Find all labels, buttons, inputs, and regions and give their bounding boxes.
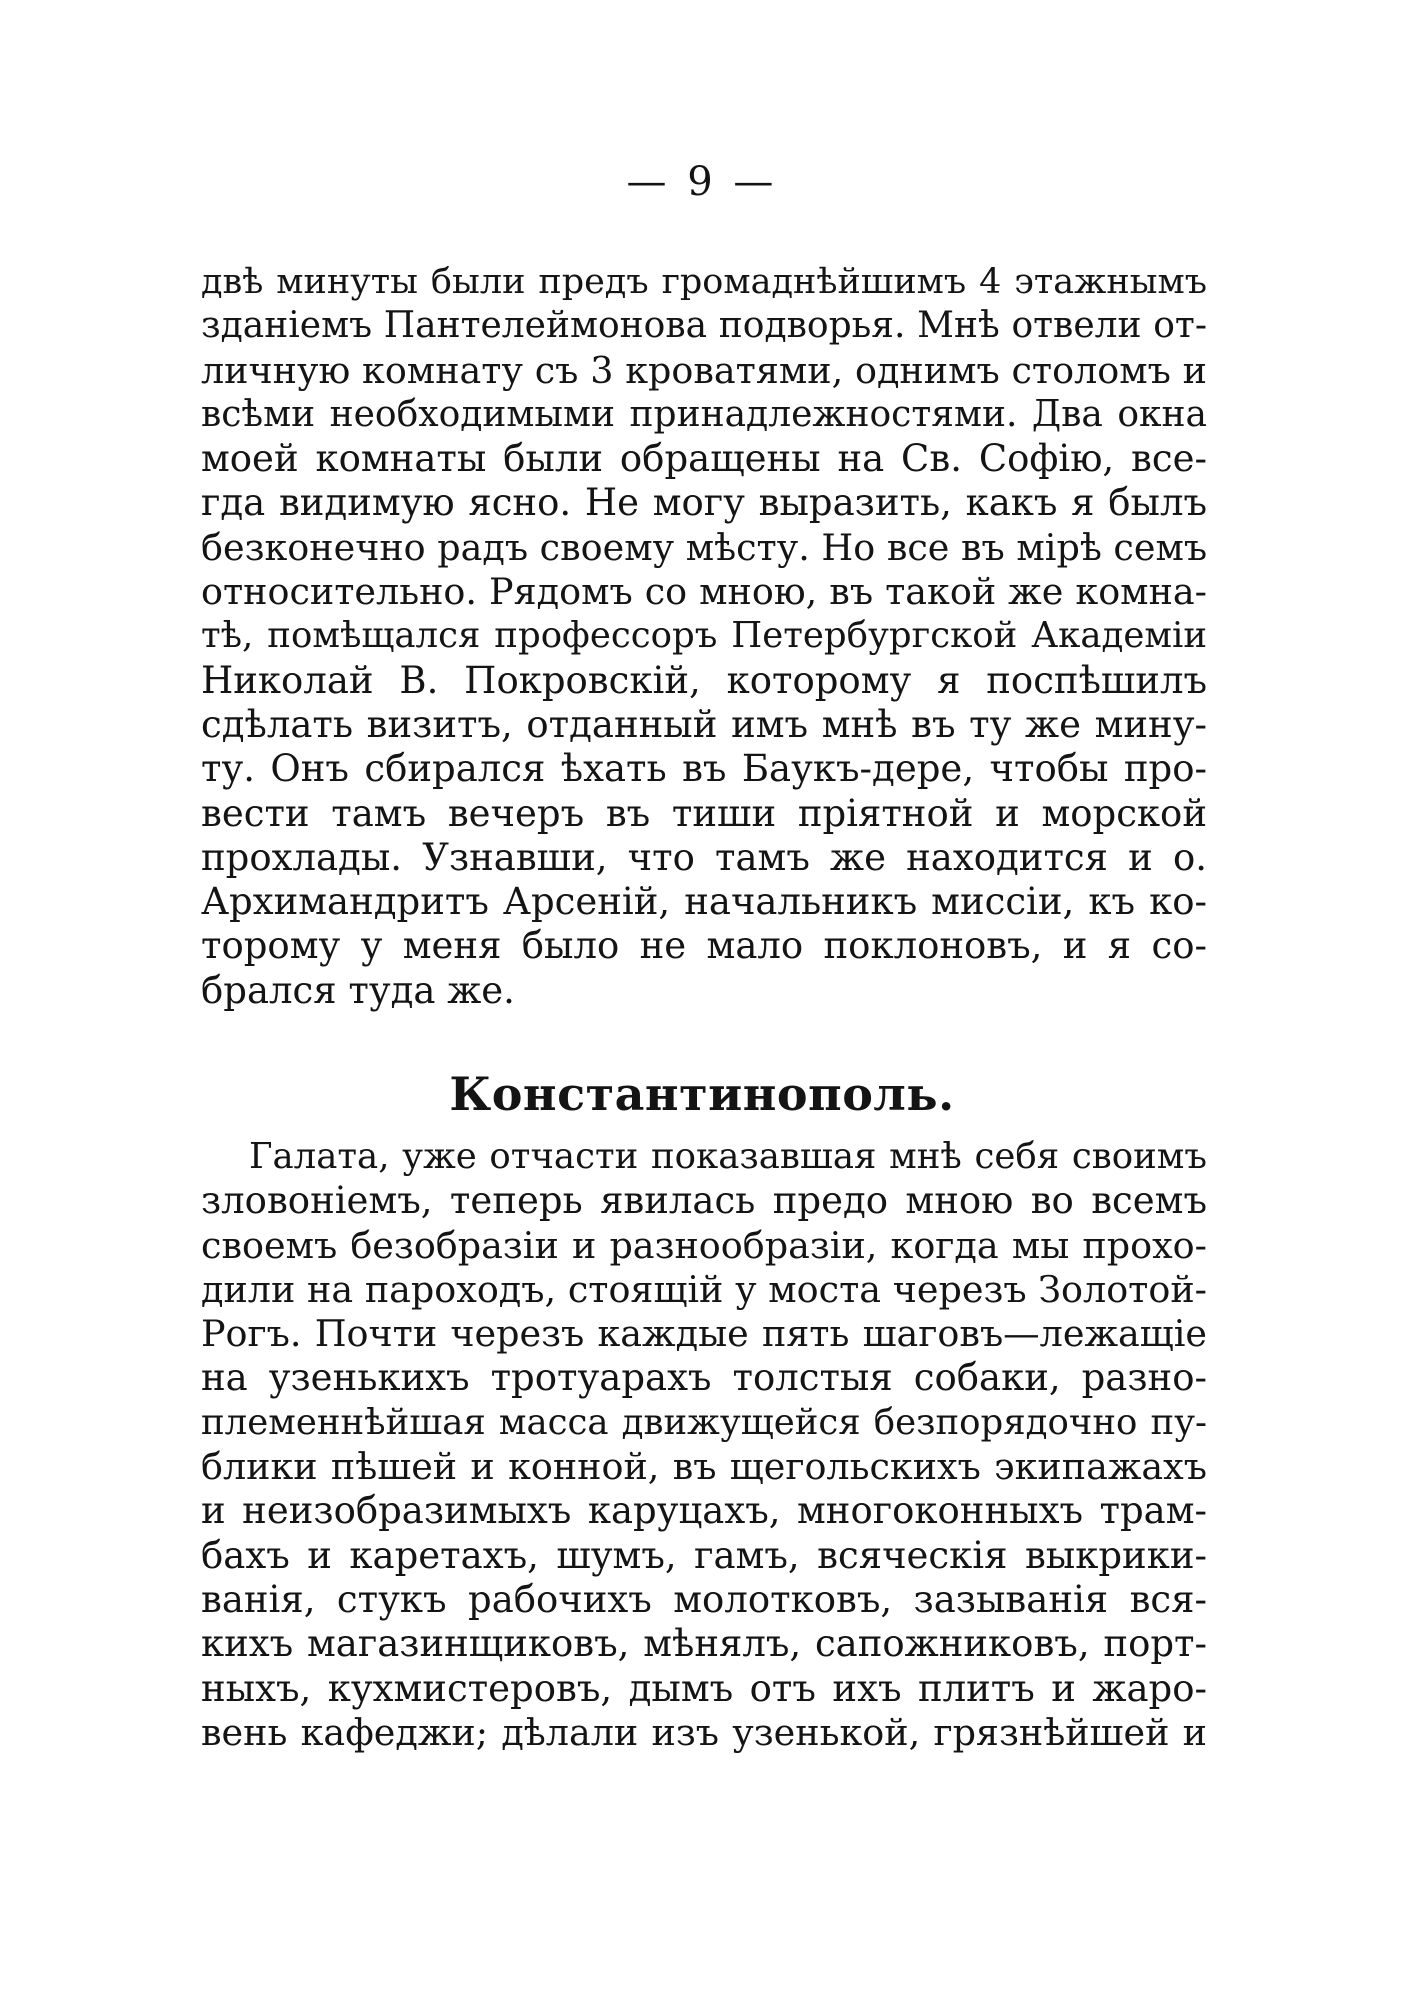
text-line: всѣми необходимыми принадлежностями. Два окна <box>201 393 1207 435</box>
text-line: личную комнату съ 3 кроватями, однимъ столомъ и <box>201 348 1207 392</box>
page-number: — 9 — <box>626 159 778 205</box>
text-line: вести тамъ вечеръ въ тиши пріятной и морской <box>201 791 1207 835</box>
text-line: безконечно радъ своему мѣсту. Но все въ мірѣ семъ <box>201 525 1208 569</box>
text-line: Рогъ. Почти черезъ каждые пять шаговъ—лежащіе <box>201 1312 1207 1356</box>
text-line: бахъ и каретахъ, шумъ, гамъ, всяческія выкрики- <box>201 1533 1207 1577</box>
text-line: моей комнаты были обращены на Св. Софію, все- <box>201 437 1207 481</box>
text-line: кихъ магазинщиковъ, мѣнялъ, сапожниковъ, порт- <box>201 1622 1207 1666</box>
text-line: торому у меня было не мало поклоновъ, и я со- <box>201 924 1207 968</box>
text-line: на узенькихъ тротуарахъ толстыя собаки, разно- <box>201 1356 1207 1400</box>
text-line: брался туда же. <box>201 968 515 1012</box>
text-line: гда видимую ясно. Не могу выразить, какъ я былъ <box>201 481 1207 525</box>
text-line: вень кафеджи; дѣлали изъ узенькой, грязнѣйшей и <box>201 1710 1207 1754</box>
text-line: сдѣлать визитъ, отданный имъ мнѣ въ ту же мину- <box>201 702 1207 746</box>
text-line: блики пѣшей и конной, въ щегольскихъ экипажахъ <box>201 1445 1207 1489</box>
text-line: и неизобразимыхъ каруцахъ, многоконныхъ трам- <box>201 1489 1207 1533</box>
text-line: относительно. Рядомъ со мною, въ такой же комна- <box>201 570 1207 614</box>
text-line: Николай В. Покровскій, которому я поспѣшилъ <box>201 658 1207 702</box>
text-line: ту. Онъ сбирался ѣхать въ Баукъ-дере, чтобы про- <box>201 747 1207 791</box>
text-line: двѣ минуты были предъ громаднѣйшимъ 4 этажнымъ <box>201 262 1207 302</box>
text-line: своемъ безобразіи и разнообразіи, когда мы прохо- <box>201 1223 1207 1267</box>
text-line: прохлады. Узнавши, что тамъ же находится и о. <box>201 835 1207 879</box>
text-line: дили на пароходъ, стоящій у моста черезъ Золотой- <box>201 1267 1207 1311</box>
text-line: племеннѣйшая масса движущейся безпорядочно пу- <box>201 1401 1207 1443</box>
paragraph-1 <box>201 260 1207 1013</box>
text-line: Архимандритъ Арсеній, начальникъ миссіи, къ ко- <box>201 880 1207 924</box>
text-line: ныхъ, кухмистеровъ, дымъ отъ ихъ плитъ и жаро- <box>201 1666 1207 1710</box>
section-heading: Константинополь. <box>449 1067 955 1121</box>
paragraph-2 <box>201 1135 1207 1755</box>
text-line: тѣ, помѣщался профессоръ Петербургской Академіи <box>201 615 1207 657</box>
text-line: ванія, стукъ рабочихъ молотковъ, зазыванія вся- <box>201 1577 1207 1621</box>
text-line: зданіемъ Пантелеймонова подворья. Мнѣ отвели от- <box>201 305 1207 347</box>
text-line: зловоніемъ, теперь явилась предо мною во всемъ <box>201 1179 1207 1223</box>
text-line: Галата, уже отчасти показавшая мнѣ себя своимъ <box>249 1136 1207 1177</box>
